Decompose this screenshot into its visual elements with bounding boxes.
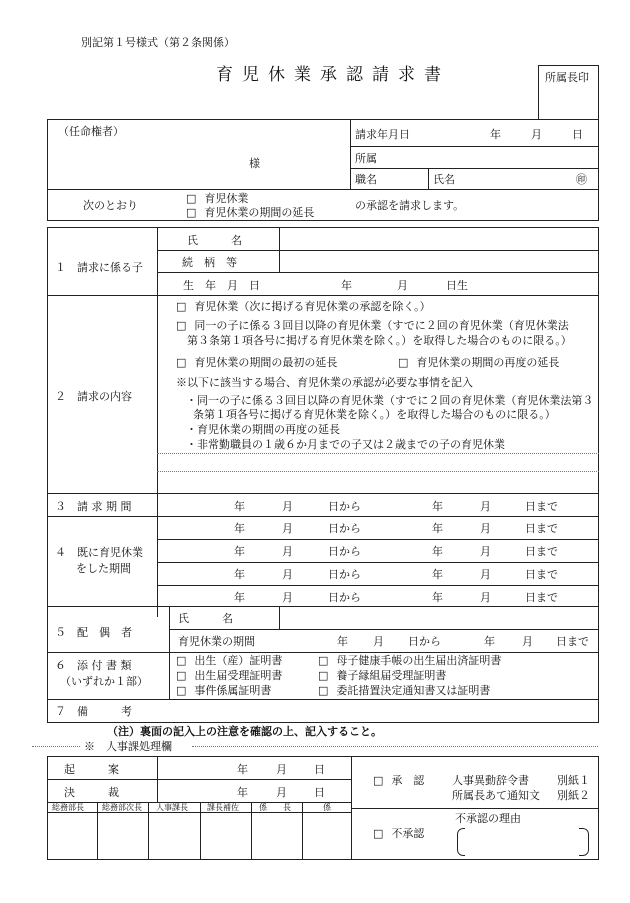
s4-r4-month2: 月 <box>480 591 491 604</box>
role-staff: 係 <box>323 803 331 812</box>
opt-second-extension-checkbox[interactable]: □ 育児休業の期間の再度の延長 <box>398 357 559 368</box>
spouse-period-label: 育児休業の期間 <box>178 635 255 648</box>
s4-r2-year: 年 <box>234 545 245 558</box>
date-day: 日 <box>572 128 583 141</box>
section5-label: ５ 配 偶 者 <box>55 626 132 639</box>
birth-year: 年 <box>341 279 352 292</box>
s3-month-to: 月 <box>480 500 491 513</box>
s5-to: 日まで <box>556 635 589 648</box>
s4-r2-year2: 年 <box>432 545 443 558</box>
s3-day-to: 日まで <box>525 500 558 513</box>
doc-maternal-handbook-checkbox[interactable]: □ 母子健康手帳の出生届出済証明書 <box>318 655 501 666</box>
intro-text: 次のとおり <box>83 199 138 212</box>
s4-r2-month: 月 <box>282 545 293 558</box>
role-assistant-chief: 課長補佐 <box>207 803 239 812</box>
stamp-label: 所属長印 <box>545 71 589 84</box>
s4-r2-to: 日まで <box>525 545 558 558</box>
child-relation-label: 続 柄 等 <box>182 256 237 269</box>
form-title: 育児休業承認請求書 <box>216 65 450 85</box>
approve-doc2: 所属長あて通知文 <box>452 789 540 802</box>
role-deputy-manager: 総務部次長 <box>102 803 142 812</box>
approve-checkbox[interactable]: □ 承 認 <box>373 775 424 786</box>
bullet-third-leave-line2: 条第１項各号に掲げる育児休業を除く。）を取得した場合のものに限る。） <box>193 408 556 421</box>
s5-year-from: 年 <box>337 635 348 648</box>
seal-mark: ㊞ <box>576 173 587 186</box>
s3-day-from: 日から <box>328 500 361 513</box>
doc-case-pending-checkbox[interactable]: □ 事件係属証明書 <box>176 685 271 696</box>
section6-label: ６ 添 付 書 類 <box>55 659 132 672</box>
option-leave-checkbox[interactable]: □ 育児休業 <box>186 193 248 204</box>
section3-label: ３ 請 求 期 間 <box>55 500 132 513</box>
post-label: 職名 <box>355 173 377 186</box>
s5-month-from: 月 <box>373 635 384 648</box>
s3-year-to: 年 <box>432 500 443 513</box>
reason-note: ※以下に該当する場合、育児休業の承認が必要な事情を記入 <box>176 376 473 389</box>
s4-r3-from: 日から <box>328 568 361 581</box>
s4-r3-year: 年 <box>234 568 245 581</box>
bullet-third-leave: ・同一の子に係る３回目以降の育児休業（すでに２回の育児休業（育児休業法第３ <box>186 394 594 407</box>
s4-r4-year: 年 <box>234 591 245 604</box>
doc-birth-cert-checkbox[interactable]: □ 出生（産）証明書 <box>176 655 282 666</box>
s4-r1-month2: 月 <box>480 522 491 535</box>
draft-year: 年 <box>237 763 248 776</box>
s3-month-from: 月 <box>282 500 293 513</box>
doc-birth-registration-checkbox[interactable]: □ 出生届受理証明書 <box>176 670 282 681</box>
approve-doc1: 人事異動辞令書 <box>452 774 529 787</box>
hr-heading: ※ 人事課処理欄 <box>84 740 172 753</box>
s4-r2-from: 日から <box>328 545 361 558</box>
bullet-second-extension: ・育児休業の期間の再度の延長 <box>186 423 340 436</box>
s4-r3-year2: 年 <box>432 568 443 581</box>
option-extension-checkbox[interactable]: □ 育児休業の期間の延長 <box>186 207 314 218</box>
s4-r1-from: 日から <box>328 522 361 535</box>
approve-doc2-ref: 別紙２ <box>557 789 590 802</box>
section7-label: ７ 備 考 <box>55 705 132 718</box>
s4-r3-to: 日まで <box>525 568 558 581</box>
reject-checkbox[interactable]: □ 不承認 <box>373 828 424 839</box>
s5-month-to: 月 <box>522 635 533 648</box>
child-name-label: 氏 名 <box>187 234 242 247</box>
date-year: 年 <box>490 128 501 141</box>
s4-r1-to: 日まで <box>525 522 558 535</box>
dept-label: 所属 <box>355 152 377 165</box>
child-birth-label: 生 年 月 日 <box>183 279 260 292</box>
request-date-label: 請求年月日 <box>355 128 410 141</box>
opt-third-leave-checkbox[interactable]: □ 同一の子に係る３回目以降の育児休業（すでに２回の育児休業（育児休業法 <box>176 320 569 331</box>
reject-reason-bracket <box>457 828 589 856</box>
opt-third-leave-line2: 第３条第１項各号に掲げる育児休業を除く。）を取得した場合のものに限る。） <box>187 334 572 347</box>
s4-r4-month: 月 <box>282 591 293 604</box>
opt-leave-checkbox[interactable]: □ 育児休業（次に掲げる育児休業の承認を除く。） <box>176 301 431 312</box>
s4-r2-month2: 月 <box>480 545 491 558</box>
birth-day: 日生 <box>446 279 468 292</box>
birth-month: 月 <box>397 279 408 292</box>
role-general-manager: 総務部長 <box>52 803 84 812</box>
approve-doc1-ref: 別紙１ <box>557 774 590 787</box>
s3-year-from: 年 <box>234 500 245 513</box>
draft-month: 月 <box>276 763 287 776</box>
section4-label-line2: をした期間 <box>76 562 131 575</box>
s4-r1-year2: 年 <box>432 522 443 535</box>
s4-r4-year2: 年 <box>432 591 443 604</box>
s4-r4-from: 日から <box>328 591 361 604</box>
s4-r3-month2: 月 <box>480 568 491 581</box>
s4-r4-to: 日まで <box>525 591 558 604</box>
role-section-head: 係 長 <box>259 803 291 812</box>
section2-label: ２ 請求の内容 <box>55 390 132 403</box>
bullet-part-time: ・非常勤職員の１歳６か月までの子又は２歳までの子の育児休業 <box>186 438 505 451</box>
opt-first-extension-checkbox[interactable]: □ 育児休業の期間の最初の延長 <box>176 357 337 368</box>
spouse-name-label: 氏 名 <box>178 612 233 625</box>
s4-r1-year: 年 <box>234 522 245 535</box>
reject-reason-label: 不承認の理由 <box>455 812 521 825</box>
doc-adoption-checkbox[interactable]: □ 養子縁組届受理証明書 <box>318 670 446 681</box>
appointer-label: （任命権者） <box>58 125 124 138</box>
section4-label: ４ 既に育児休業 <box>55 546 143 559</box>
closing-text: の承認を請求します。 <box>355 199 465 212</box>
s4-r3-month: 月 <box>282 568 293 581</box>
decision-year: 年 <box>237 786 248 799</box>
draft-day: 日 <box>314 763 325 776</box>
footnote: （注）裏面の記入上の注意を確認の上、記入すること。 <box>107 725 382 738</box>
form-id: 別記第１号様式（第２条関係） <box>81 36 235 49</box>
sama: 様 <box>249 157 260 170</box>
section6-label-line2: （いずれか１部） <box>60 675 148 688</box>
decision-month: 月 <box>276 786 287 799</box>
name-label: 氏名 <box>433 173 455 186</box>
s5-from: 日から <box>408 635 441 648</box>
decision-label: 決 裁 <box>64 786 119 799</box>
section1-label: １ 請求に係る子 <box>55 261 143 274</box>
role-hr-chief: 人事課長 <box>156 803 188 812</box>
doc-foster-checkbox[interactable]: □ 委託措置決定通知書又は証明書 <box>318 685 490 696</box>
decision-day: 日 <box>314 786 325 799</box>
date-month: 月 <box>531 128 542 141</box>
s5-year-to: 年 <box>484 635 495 648</box>
s4-r1-month: 月 <box>282 522 293 535</box>
draft-label: 起 案 <box>64 763 119 776</box>
